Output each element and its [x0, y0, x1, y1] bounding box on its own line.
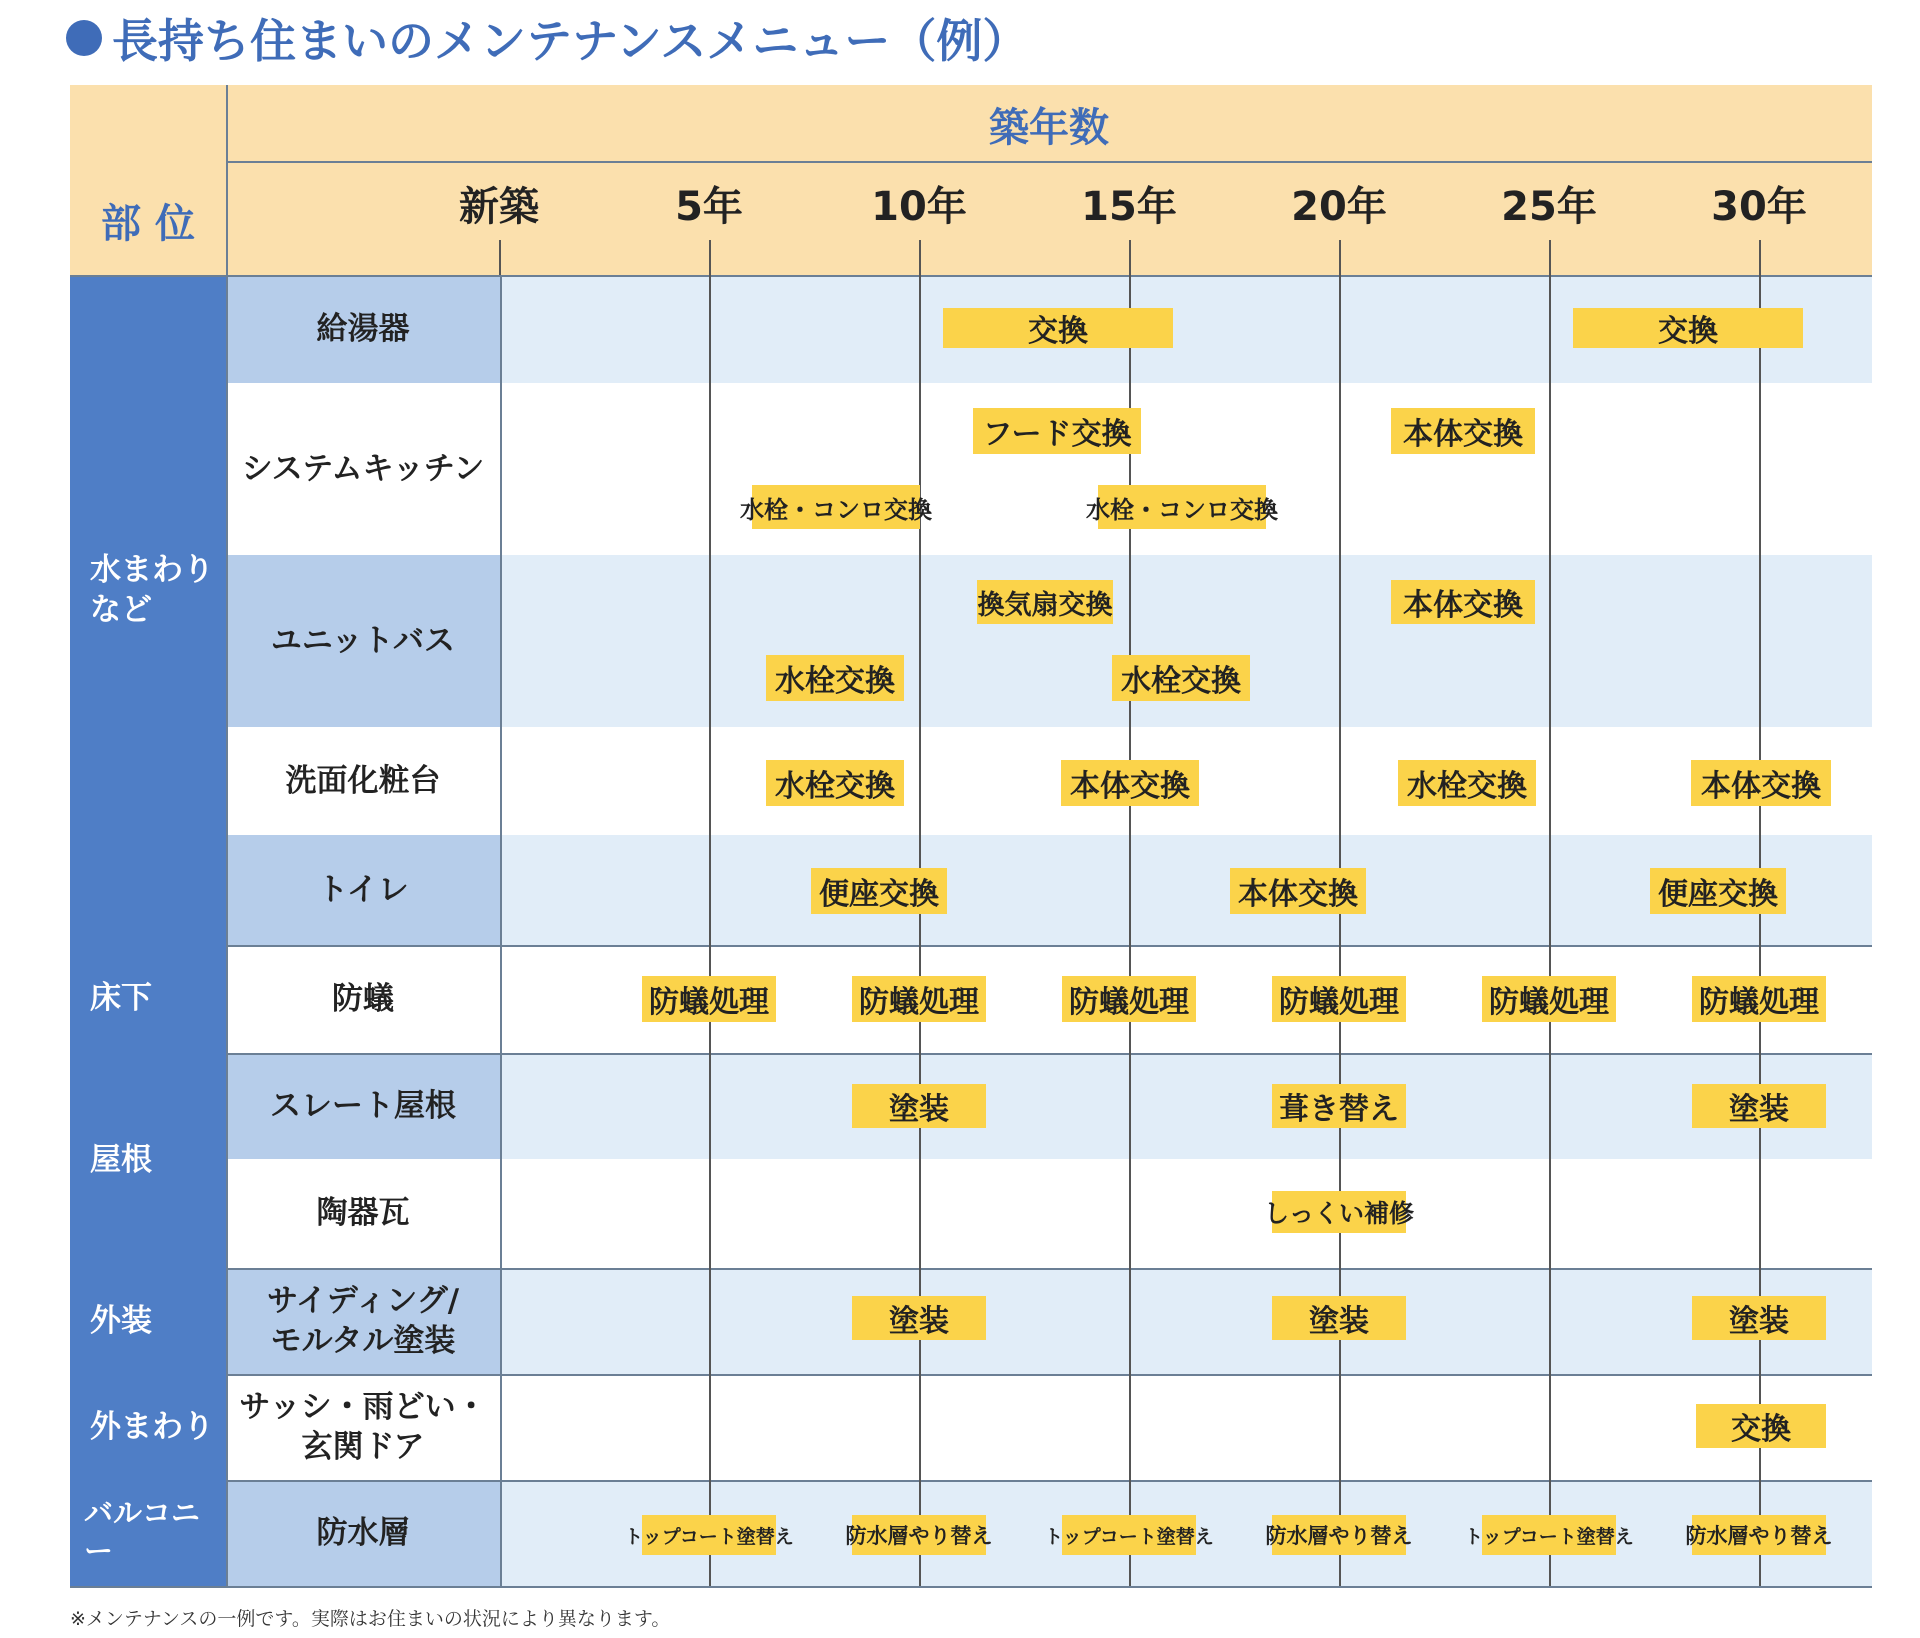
part-unit-bath: ユニットバス	[226, 555, 500, 727]
task-label: 本体交換	[1391, 408, 1535, 454]
year-line-25	[1549, 240, 1551, 1586]
task-label: 防蟻処理	[852, 976, 986, 1022]
task-label: フード交換	[973, 408, 1141, 454]
task-label: 水栓交換	[1398, 760, 1536, 806]
part-column-label: 部 位	[101, 200, 195, 247]
part-system-kitchen: システムキッチン	[241, 450, 485, 487]
part-water-heater: 給湯器	[226, 275, 500, 383]
row-divider	[70, 275, 1872, 277]
task-label: 水栓交換	[766, 760, 904, 806]
task-label: 塗装	[852, 1084, 986, 1128]
task-label: 便座交換	[811, 868, 947, 914]
task-label: 便座交換	[1650, 868, 1786, 914]
task-label: しっくい補修	[1272, 1191, 1406, 1233]
task-label: 本体交換	[1061, 760, 1199, 806]
task-label: 防水層やり替え	[1692, 1515, 1826, 1555]
part-slate-roof: スレート屋根	[226, 1053, 500, 1159]
task-label: 塗装	[1692, 1296, 1826, 1340]
part-washbasin: 洗面化粧台	[285, 762, 441, 799]
task-label: 交換	[943, 308, 1173, 348]
part-toilet: トイレ	[226, 835, 500, 945]
part-siding-mortar: サイディング/ モルタル塗装	[226, 1268, 500, 1374]
task-label: 葺き替え	[1272, 1084, 1406, 1128]
task-label: 水栓・コンロ交換	[1098, 485, 1266, 529]
year-label-30: 30年	[1711, 183, 1807, 230]
year-label-5: 5年	[675, 183, 743, 230]
task-label: 塗装	[852, 1296, 986, 1340]
row-divider	[226, 945, 1872, 947]
year-label-15: 15年	[1081, 183, 1177, 230]
category-exterior: 外装	[70, 1268, 226, 1374]
task-label: 防蟻処理	[642, 976, 776, 1022]
col-divider-part	[500, 275, 502, 1586]
table-bottom-line	[70, 1586, 1872, 1588]
header-divider	[226, 161, 1872, 163]
footnote: ※メンテナンスの一例です。実際はお住まいの状況により異なります。	[70, 1608, 671, 1630]
row-band	[500, 1268, 1872, 1374]
task-label: 防蟻処理	[1062, 976, 1196, 1022]
row-band	[500, 555, 1872, 727]
category-water-area: 水まわり など	[70, 275, 226, 945]
task-label: 防水層やり替え	[1272, 1515, 1406, 1555]
year-label-new: 新築	[459, 183, 539, 230]
year-label-25: 25年	[1501, 183, 1597, 230]
task-label: 水栓交換	[766, 655, 904, 701]
task-label: 交換	[1696, 1404, 1826, 1448]
task-label: 水栓・コンロ交換	[752, 485, 920, 529]
part-sash-gutter-door: サッシ・雨どい・ 玄関ドア	[239, 1388, 487, 1465]
part-ceramic-tile: 陶器瓦	[316, 1195, 410, 1232]
col-divider-category	[226, 275, 228, 1586]
row-divider	[226, 1268, 1872, 1270]
task-label: 交換	[1573, 308, 1803, 348]
title-text: 長持ち住まいのメンテナンスメニュー（例）	[112, 14, 1029, 68]
building-age-label: 築年数	[989, 104, 1109, 151]
page-title	[66, 6, 1028, 70]
task-label: 防蟻処理	[1482, 976, 1616, 1022]
part-termite: 防蟻	[332, 980, 394, 1017]
task-label: 換気扇交換	[977, 580, 1113, 624]
year-tick-new	[499, 240, 501, 275]
task-label: 塗装	[1692, 1084, 1826, 1128]
bullet-icon	[66, 20, 102, 56]
category-roof: 屋根	[70, 1052, 226, 1268]
category-balcony: バルコニー	[70, 1480, 226, 1586]
category-underfloor: 床下	[70, 945, 226, 1052]
task-label: 防水層やり替え	[852, 1515, 986, 1555]
row-divider	[226, 1053, 1872, 1055]
task-label: 本体交換	[1391, 580, 1535, 624]
task-label: トップコート塗替え	[1482, 1515, 1616, 1555]
row-band	[500, 1053, 1872, 1159]
task-label: 防蟻処理	[1272, 976, 1406, 1022]
task-label: 水栓交換	[1112, 655, 1250, 701]
year-label-10: 10年	[871, 183, 967, 230]
year-line-5	[709, 240, 711, 1586]
task-label: 塗装	[1272, 1296, 1406, 1340]
year-label-20: 20年	[1291, 183, 1387, 230]
row-divider	[226, 1480, 1872, 1482]
part-waterproof-layer: 防水層	[226, 1480, 500, 1586]
task-label: 防蟻処理	[1692, 976, 1826, 1022]
task-label: トップコート塗替え	[642, 1515, 776, 1555]
task-label: トップコート塗替え	[1062, 1515, 1196, 1555]
task-label: 本体交換	[1691, 760, 1831, 806]
category-outside: 外まわり	[70, 1374, 226, 1480]
row-divider	[226, 1374, 1872, 1376]
task-label: 本体交換	[1230, 868, 1366, 914]
